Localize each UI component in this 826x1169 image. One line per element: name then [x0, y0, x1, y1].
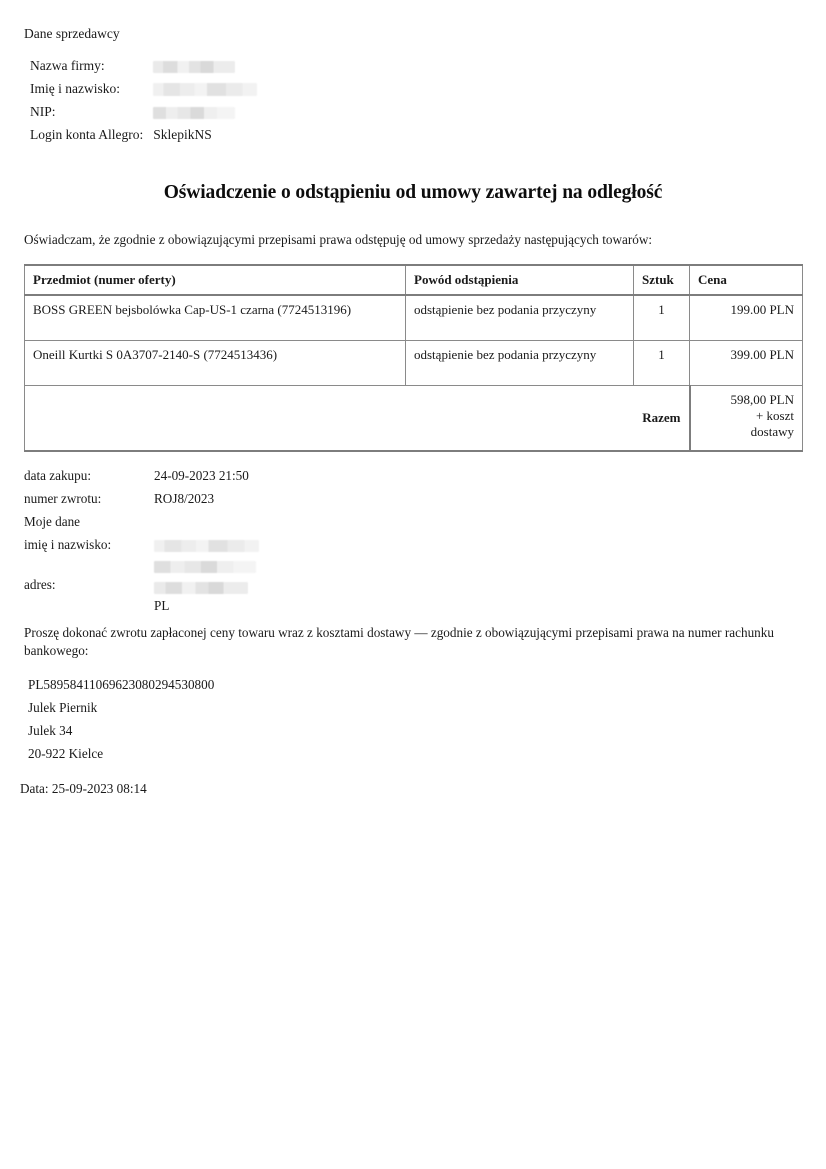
total-amount: 598,00 PLN — [730, 392, 794, 407]
cell-item-quantity: 1 — [634, 295, 690, 341]
redacted-address-line-1 — [154, 561, 256, 573]
seller-row-login — [30, 123, 257, 146]
address-country: PL — [154, 598, 170, 613]
total-extra-line-2: dostawy — [750, 424, 794, 439]
cell-item-reason: odstąpienie bez podania przyczyny — [406, 341, 634, 386]
column-header-item: Przedmiot (numer oferty) — [25, 265, 406, 295]
table-row — [25, 341, 803, 386]
seller-row-person — [30, 77, 257, 100]
total-label: Razem — [25, 386, 690, 452]
cell-item-name: Oneill Kurtki S 0A3707-2140-S (7724513436) — [25, 341, 406, 386]
seller-data-block — [24, 24, 624, 146]
column-header-reason: Powód odstąpienia — [406, 265, 634, 295]
seller-value-company — [153, 54, 257, 77]
seller-data-heading: Dane sprzedawcy — [24, 26, 120, 41]
purchase-details-block — [24, 464, 624, 613]
buyer-address-value — [154, 556, 259, 613]
document-title: Oświadczenie o odstąpieniu od umowy zawartej na odległość — [163, 182, 663, 203]
purchase-row-buyer-name — [24, 533, 259, 556]
seller-label-person: Imię i nazwisko: — [30, 81, 120, 96]
buyer-name-label: imię i nazwisko: — [24, 537, 112, 552]
buyer-name-value — [154, 533, 259, 556]
cell-item-price: 399.00 PLN — [690, 341, 803, 386]
total-amount-cell — [690, 386, 803, 452]
redacted-address-line-2 — [154, 582, 248, 594]
document-date-line: Data: 25-09-2023 08:14 — [20, 781, 147, 796]
bank-iban: PL58958411069623080294530800 — [28, 677, 215, 692]
purchase-row-my-data — [24, 510, 259, 533]
seller-row-nip — [30, 100, 257, 123]
items-table-total-row — [25, 386, 803, 452]
cell-item-name: BOSS GREEN bejsbolówka Cap-US-1 czarna (7724513196) — [25, 295, 406, 341]
redacted-person-name — [153, 83, 257, 96]
redacted-nip — [153, 107, 235, 119]
column-header-price: Cena — [690, 265, 803, 295]
cell-item-reason: odstąpienie bez podania przyczyny — [406, 295, 634, 341]
bank-account-block — [28, 673, 528, 765]
seller-label-login: Login konta Allegro: — [30, 127, 144, 142]
purchase-details-table — [24, 464, 259, 613]
column-header-quantity: Sztuk — [634, 265, 690, 295]
seller-data-table — [30, 54, 257, 146]
seller-label-company: Nazwa firmy: — [30, 58, 105, 73]
cell-item-quantity: 1 — [634, 341, 690, 386]
return-number-value: ROJ8/2023 — [154, 491, 215, 506]
seller-value-login: SklepikNS — [153, 127, 212, 142]
items-table — [24, 264, 803, 452]
table-row — [25, 295, 803, 341]
bank-account-holder: Julek Piernik — [28, 700, 98, 715]
return-number-label: numer zwrotu: — [24, 491, 102, 506]
seller-value-nip — [153, 100, 257, 123]
items-table-header-row — [25, 265, 803, 295]
redacted-company-name — [153, 61, 235, 73]
declaration-intro-text: Oświadczam, że zgodnie z obowiązującymi przepisami prawa odstępuję od umowy sprzedaży następujących towarów: — [24, 232, 653, 247]
my-data-spacer — [154, 510, 259, 533]
purchase-row-address — [24, 556, 259, 613]
seller-label-nip: NIP: — [30, 104, 56, 119]
purchase-row-return-number — [24, 487, 259, 510]
bank-city: 20-922 Kielce — [28, 746, 104, 761]
my-data-heading: Moje dane — [24, 514, 81, 529]
total-extra-line-1: + koszt — [755, 408, 794, 423]
purchase-date-label: data zakupu: — [24, 468, 92, 483]
redacted-buyer-name — [154, 540, 259, 552]
redacted-address-line-2-wrap — [154, 575, 259, 594]
purchase-row-date — [24, 464, 259, 487]
cell-item-price: 199.00 PLN — [690, 295, 803, 341]
bank-street: Julek 34 — [28, 723, 73, 738]
redacted-address-line-1-wrap — [154, 556, 259, 575]
purchase-date-value: 24-09-2023 21:50 — [154, 468, 249, 483]
refund-request-paragraph: Proszę dokonać zwrotu zapłaconej ceny towaru wraz z kosztami dostawy — zgodnie z obowiązującymi przepisami prawa na numer rachunku bankowego: — [24, 625, 774, 658]
seller-value-person — [153, 77, 257, 100]
items-table-wrapper — [24, 264, 802, 452]
buyer-address-label: adres: — [24, 577, 56, 592]
seller-row-company — [30, 54, 257, 77]
